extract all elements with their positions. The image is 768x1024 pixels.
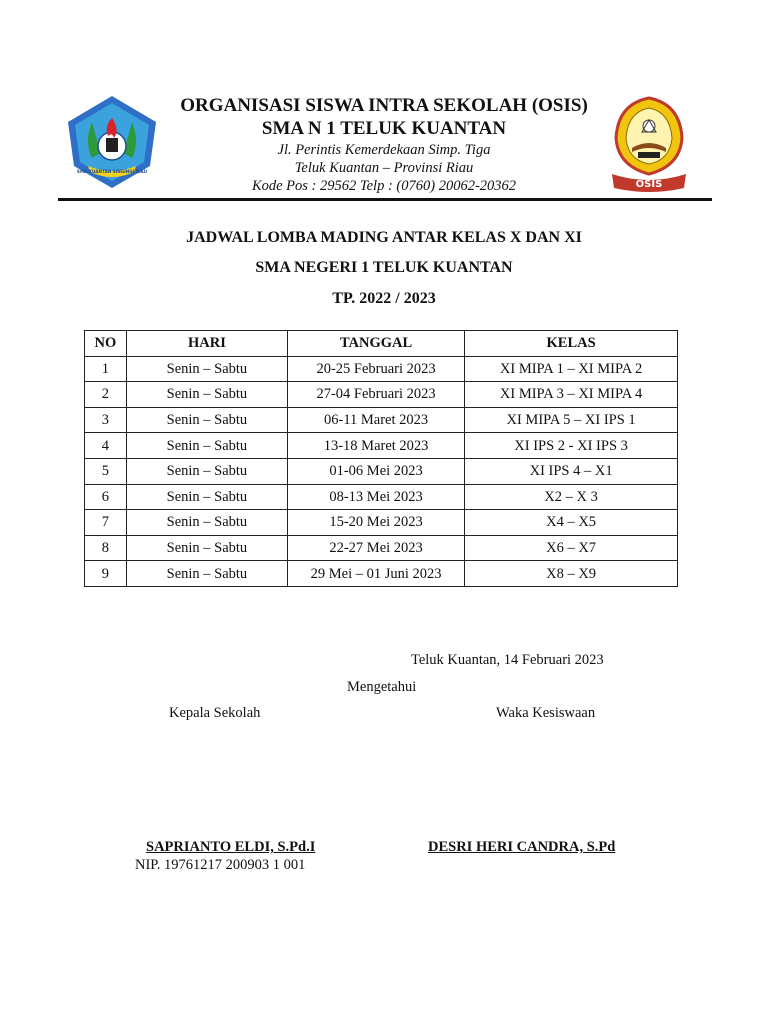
letterhead-school: SMA N 1 TELUK KUANTAN — [261, 118, 507, 139]
cell-tanggal: 01-06 Mei 2023 — [287, 458, 464, 484]
cell-no: 9 — [85, 561, 127, 587]
cell-tanggal: 20-25 Februari 2023 — [287, 356, 464, 382]
signer-left-name: SAPRIANTO ELDI, S.Pd.I — [146, 839, 316, 855]
header-no: NO — [85, 331, 127, 357]
cell-no: 1 — [85, 356, 127, 382]
cell-tanggal: 06-11 Maret 2023 — [287, 407, 464, 433]
cell-hari: Senin – Sabtu — [126, 484, 287, 510]
table-row — [85, 407, 678, 433]
cell-hari: Senin – Sabtu — [126, 356, 287, 382]
cell-tanggal: 13-18 Maret 2023 — [287, 433, 464, 459]
place-date: Teluk Kuantan, 14 Februari 2023 — [411, 652, 604, 668]
signer-left-nip: NIP. 19761217 200903 1 001 — [135, 857, 306, 873]
schedule-table — [84, 330, 678, 587]
cell-tanggal: 15-20 Mei 2023 — [287, 510, 464, 536]
header-tanggal: TANGGAL — [287, 331, 464, 357]
letterhead-address-1: Jl. Perintis Kemerdekaan Simp. Tiga — [277, 142, 491, 158]
table-header-row — [85, 331, 678, 357]
cell-tanggal: 27-04 Februari 2023 — [287, 382, 464, 408]
cell-no: 8 — [85, 535, 127, 561]
osis-emblem-icon — [608, 92, 690, 192]
school-emblem-icon — [62, 92, 162, 192]
signer-right-role: Waka Kesiswaan — [496, 705, 596, 721]
cell-no: 6 — [85, 484, 127, 510]
cell-hari: Senin – Sabtu — [126, 407, 287, 433]
header-hari: HARI — [126, 331, 287, 357]
cell-no: 4 — [85, 433, 127, 459]
signer-right-name: DESRI HERI CANDRA, S.Pd — [428, 839, 616, 855]
cell-no: 2 — [85, 382, 127, 408]
table-row — [85, 433, 678, 459]
cell-tanggal: 29 Mei – 01 Juni 2023 — [287, 561, 464, 587]
cell-kelas: XI MIPA 1 – XI MIPA 2 — [465, 356, 678, 382]
letterhead-address-2: Teluk Kuantan – Provinsi Riau — [294, 160, 474, 176]
header-kelas: KELAS — [465, 331, 678, 357]
cell-no: 5 — [85, 458, 127, 484]
cell-tanggal: 08-13 Mei 2023 — [287, 484, 464, 510]
cell-hari: Senin – Sabtu — [126, 433, 287, 459]
cell-kelas: XI IPS 4 – X1 — [465, 458, 678, 484]
cell-hari: Senin – Sabtu — [126, 535, 287, 561]
cell-hari: Senin – Sabtu — [126, 458, 287, 484]
table-row — [85, 510, 678, 536]
cell-tanggal: 22-27 Mei 2023 — [287, 535, 464, 561]
letterhead-divider — [58, 198, 712, 201]
cell-kelas: XI IPS 2 - XI IPS 3 — [465, 433, 678, 459]
letterhead-address-3: Kode Pos : 29562 Telp : (0760) 20062-20362 — [251, 178, 517, 194]
table-row — [85, 484, 678, 510]
table-row — [85, 356, 678, 382]
cell-no: 3 — [85, 407, 127, 433]
document-title-2: SMA NEGERI 1 TELUK KUANTAN — [255, 259, 513, 276]
osis-emblem-text: OSIS — [635, 179, 663, 190]
signer-left-role: Kepala Sekolah — [169, 705, 261, 721]
table-row — [85, 561, 678, 587]
cell-hari: Senin – Sabtu — [126, 510, 287, 536]
letterhead-title: ORGANISASI SISWA INTRA SEKOLAH (OSIS) — [180, 95, 588, 116]
cell-no: 7 — [85, 510, 127, 536]
document-title-1: JADWAL LOMBA MADING ANTAR KELAS X DAN XI — [186, 229, 582, 246]
cell-hari: Senin – Sabtu — [126, 382, 287, 408]
document-title-3: TP. 2022 / 2023 — [332, 290, 436, 307]
cell-kelas: XI MIPA 5 – XI IPS 1 — [465, 407, 678, 433]
table-row — [85, 382, 678, 408]
cell-kelas: X4 – X5 — [465, 510, 678, 536]
acknowledged-label: Mengetahui — [347, 679, 417, 695]
cell-hari: Senin – Sabtu — [126, 561, 287, 587]
table-row — [85, 535, 678, 561]
cell-kelas: X6 – X7 — [465, 535, 678, 561]
school-emblem-text: SMA KUANTAN SINGINGI RIAU — [76, 169, 148, 174]
cell-kelas: X8 – X9 — [465, 561, 678, 587]
cell-kelas: X2 – X 3 — [465, 484, 678, 510]
table-row — [85, 458, 678, 484]
cell-kelas: XI MIPA 3 – XI MIPA 4 — [465, 382, 678, 408]
